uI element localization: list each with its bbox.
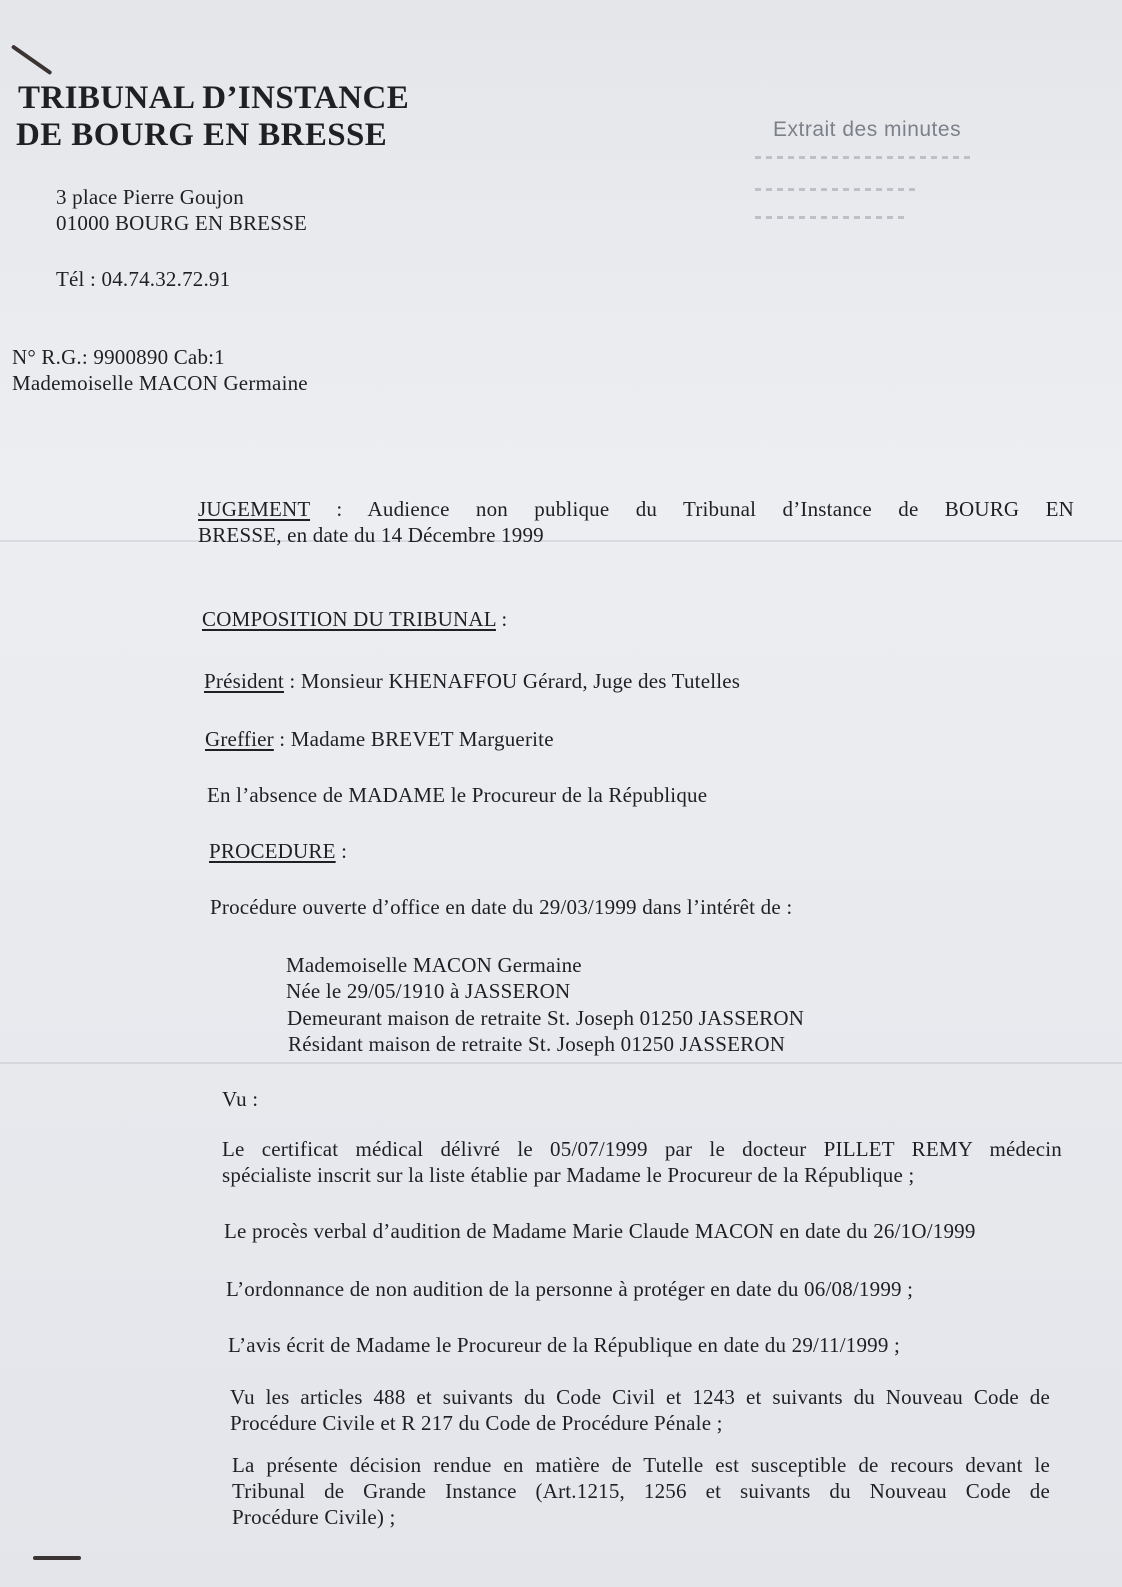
vu-item-certificate [222, 1136, 1062, 1188]
court-address-street: 3 place Pierre Goujon [56, 185, 244, 209]
president-label: Président [204, 669, 284, 693]
vu-item-line: Procédure Civile et R 217 du Code de Procédure Pénale ; [230, 1411, 723, 1435]
vu-item-prosecutor-opinion: L’avis écrit de Madame le Procureur de la République en date du 29/11/1999 ; [228, 1333, 901, 1357]
pen-mark [33, 1556, 81, 1560]
court-name-line2: DE BOURG EN BRESSE [16, 117, 388, 153]
paper-fold [0, 1062, 1122, 1064]
vu-item-ordinance: L’ordonnance de non audition de la personne à protéger en date du 06/08/1999 ; [226, 1277, 914, 1301]
president-line [204, 668, 740, 694]
case-party: Mademoiselle MACON Germaine [12, 371, 308, 395]
judgment-text-1: : Audience non publique du Tribunal d’Instance de BOURG EN [310, 497, 1074, 521]
prosecutor-absence: En l’absence de MADAME le Procureur de la République [207, 783, 708, 807]
judgment-line-2: BRESSE, en date du 14 Décembre 1999 [198, 523, 544, 547]
minutes-stamp [755, 118, 1025, 238]
person-residence: Résidant maison de retraite St. Joseph 01250 JASSERON [288, 1032, 786, 1056]
greffier-label: Greffier [205, 727, 274, 751]
greffier-value: : Madame BREVET Marguerite [273, 727, 554, 751]
procedure-heading-text: PROCEDURE [209, 839, 336, 863]
stamp-faded-line [755, 156, 975, 159]
procedure-heading [209, 838, 347, 864]
composition-heading-suffix: : [495, 607, 508, 631]
pen-mark [11, 44, 53, 75]
greffier-line [205, 726, 554, 752]
vu-item-line: Procédure Civile) ; [232, 1505, 396, 1529]
vu-label: Vu : [222, 1087, 259, 1111]
person-birth: Née le 29/05/1910 à JASSERON [286, 979, 571, 1003]
case-reference: N° R.G.: 9900890 Cab:1 [12, 345, 225, 369]
judgment-line-1 [198, 496, 1074, 522]
vu-item-appeal [232, 1452, 1050, 1530]
court-address-city: 01000 BOURG EN BRESSE [56, 211, 307, 235]
person-domicile: Demeurant maison de retraite St. Joseph 01250 JASSERON [287, 1006, 805, 1030]
procedure-heading-suffix: : [335, 839, 348, 863]
judgment-paragraph [198, 496, 1074, 548]
stamp-text: Extrait des minutes [773, 118, 962, 141]
vu-item-line: La présente décision rendue en matière de Tutelle est susceptible de recours devant le [232, 1453, 1050, 1477]
court-phone: Tél : 04.74.32.72.91 [56, 267, 231, 291]
president-value: : Monsieur KHENAFFOU Gérard, Juge des Tutelles [283, 669, 741, 693]
vu-item-articles [230, 1384, 1050, 1436]
vu-item-line: spécialiste inscrit sur la liste établie par Madame le Procureur de la République ; [222, 1163, 915, 1187]
procedure-opened: Procédure ouverte d’office en date du 29/03/1999 dans l’intérêt de : [210, 895, 793, 919]
stamp-faded-line [755, 216, 905, 219]
vu-item-line: Vu les articles 488 et suivants du Code Civil et 1243 et suivants du Nouveau Code de [230, 1385, 1050, 1409]
judgment-label: JUGEMENT [198, 497, 311, 521]
vu-item-line: Tribunal de Grande Instance (Art.1215, 1256 et suivants du Nouveau Code de [232, 1479, 1050, 1503]
composition-heading [202, 606, 507, 632]
person-name: Mademoiselle MACON Germaine [286, 953, 582, 977]
court-name-line1: TRIBUNAL D’INSTANCE [18, 80, 410, 116]
stamp-faded-line [755, 188, 915, 191]
vu-item-line: Le certificat médical délivré le 05/07/1999 par le docteur PILLET REMY médecin [222, 1137, 1062, 1161]
vu-item-hearing: Le procès verbal d’audition de Madame Marie Claude MACON en date du 26/1O/1999 [224, 1219, 976, 1243]
composition-heading-text: COMPOSITION DU TRIBUNAL [202, 607, 496, 631]
